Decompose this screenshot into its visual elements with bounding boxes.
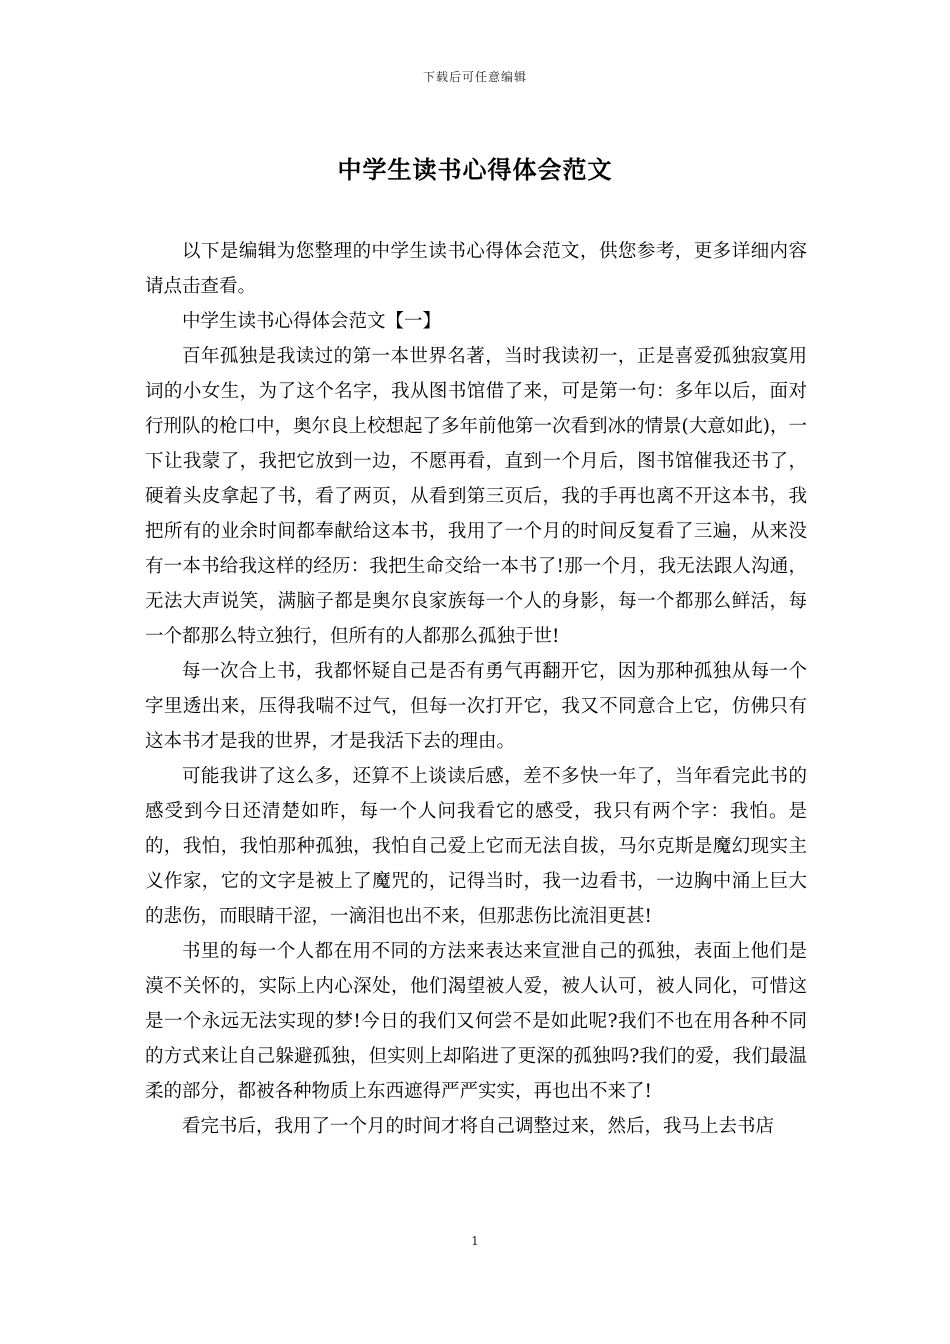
section-heading: 中学生读书心得体会范文【一】 xyxy=(182,311,442,332)
intro-paragraph: 以下是编辑为您整理的中学生读书心得体会范文，供您参考，更多详细内容请点击查看。 xyxy=(145,241,807,297)
body-paragraph: 每一次合上书，我都怀疑自己是否有勇气再翻开它，因为那种孤独从每一个字里透出来，压得我喘不过气，但每一次打开它，我又不同意合上它，仿佛只有这本书才是我的世界，才是我活下去的理由。 xyxy=(145,661,807,752)
body-paragraph: 看完书后，我用了一个月的时间才将自己调整过来，然后，我马上去书店 xyxy=(182,1116,775,1137)
body-paragraph: 百年孤独是我读过的第一本世界名著，当时我读初一，正是喜爱孤独寂寞用词的小女生，为了这个名字，我从图书馆借了来，可是第一句：多年以后，面对行刑队的枪口中，奥尔良上校想起了多年前他第一次看到冰的情景(大意如此)，一下让我蒙了，我把它放到一边，不愿再看，直到一个月后，图书馆催我还书了，硬着头皮拿起了书，看了两页，从看到第三页后，我的手再也离不开这本书，我把所有的业余时间都奉献给这本书，我用了一个月的时间反复看了三遍，从来没有一本书给我这样的经历：我把生命交给一本书了!那一个月，我无法跟人沟通，无法大声说笑，满脑子都是奥尔良家族每一个人的身影，每一个都那么鲜活，每一个都那么特立独行，但所有的人都那么孤独于世! xyxy=(145,346,807,647)
header-note: 下载后可任意编辑 xyxy=(422,70,527,84)
body-paragraph: 可能我讲了这么多，还算不上谈读后感，差不多快一年了，当年看完此书的感受到今日还清楚如昨，每一个人问我看它的感受，我只有两个字：我怕。是的，我怕，我怕那种孤独，我怕自己爱上它而无法自拔，马尔克斯是魔幻现实主义作家，它的文字是被上了魔咒的，记得当时，我一边看书，一边胸中涌上巨大的悲伤，而眼睛干涩，一滴泪也出不来，但那悲伤比流泪更甚! xyxy=(145,766,807,927)
page-number: 1 xyxy=(471,1234,479,1248)
body-paragraph: 书里的每一个人都在用不同的方法来表达来宣泄自己的孤独，表面上他们是漠不关怀的，实际上内心深处，他们渴望被人爱，被人认可，被人同化，可惜这是一个永远无法实现的梦!今日的我们又何尝不是如此呢?我们不也在用各种不同的方式来让自己躲避孤独，但实则上却陷进了更深的孤独吗?我们的爱，我们最温柔的部分，都被各种物质上东西遮得严严实实，再也出不来了! xyxy=(145,941,807,1102)
document-body xyxy=(145,234,807,1144)
document-title: 中学生读书心得体会范文 xyxy=(337,155,613,184)
